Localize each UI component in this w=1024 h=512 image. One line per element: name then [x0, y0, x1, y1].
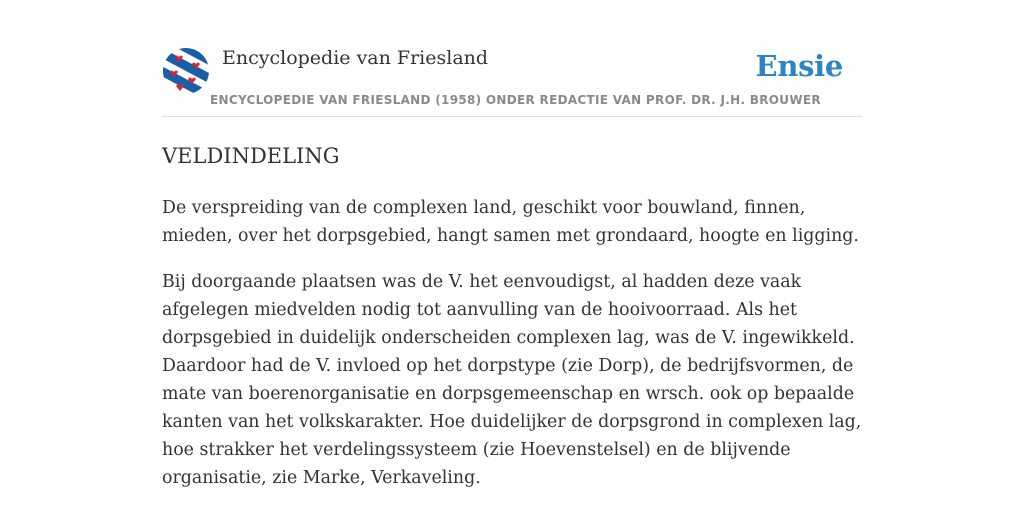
- header: [162, 46, 862, 117]
- page-title: VELDINDELING: [162, 144, 340, 168]
- friesland-flag-icon[interactable]: [162, 48, 210, 94]
- site-subtitle: ENCYCLOPEDIE VAN FRIESLAND (1958) ONDER REDACTIE VAN PROF. DR. J.H. BROUWER: [210, 93, 821, 107]
- entry-paragraph: De verspreiding van de complexen land, geschikt voor bouwland, finnen, mieden, over het dorpsgebied, hangt samen met grondaard, hoogte en ligging.: [162, 198, 859, 246]
- ensie-logo[interactable]: Ensie: [755, 49, 843, 83]
- page: [162, 46, 862, 492]
- site-title[interactable]: Encyclopedie van Friesland: [222, 47, 489, 69]
- entry-paragraph: Bij doorgaande plaatsen was de V. het eenvoudigst, al hadden deze vaak afgelegen miedvelden nodig tot aanvulling van de hooivoorraad. Als het dorpsgebied in duidelijk onderscheiden complexen lag, was de V. ingewikkeld. Daardoor had de V. invloed op het dorpstype (zie Dorp), de bedrijfsvormen, de mate van boerenorganisatie en dorpsgemeenschap en wrsch. ook op bepaalde kanten van het volkskarakter. Hoe duidelijker de dorpsgrond in complexen lag, hoe strakker het verdelingssysteem (zie Hoevenstelsel) en de blijvende organisatie, zie Marke, Verkaveling.: [162, 272, 862, 488]
